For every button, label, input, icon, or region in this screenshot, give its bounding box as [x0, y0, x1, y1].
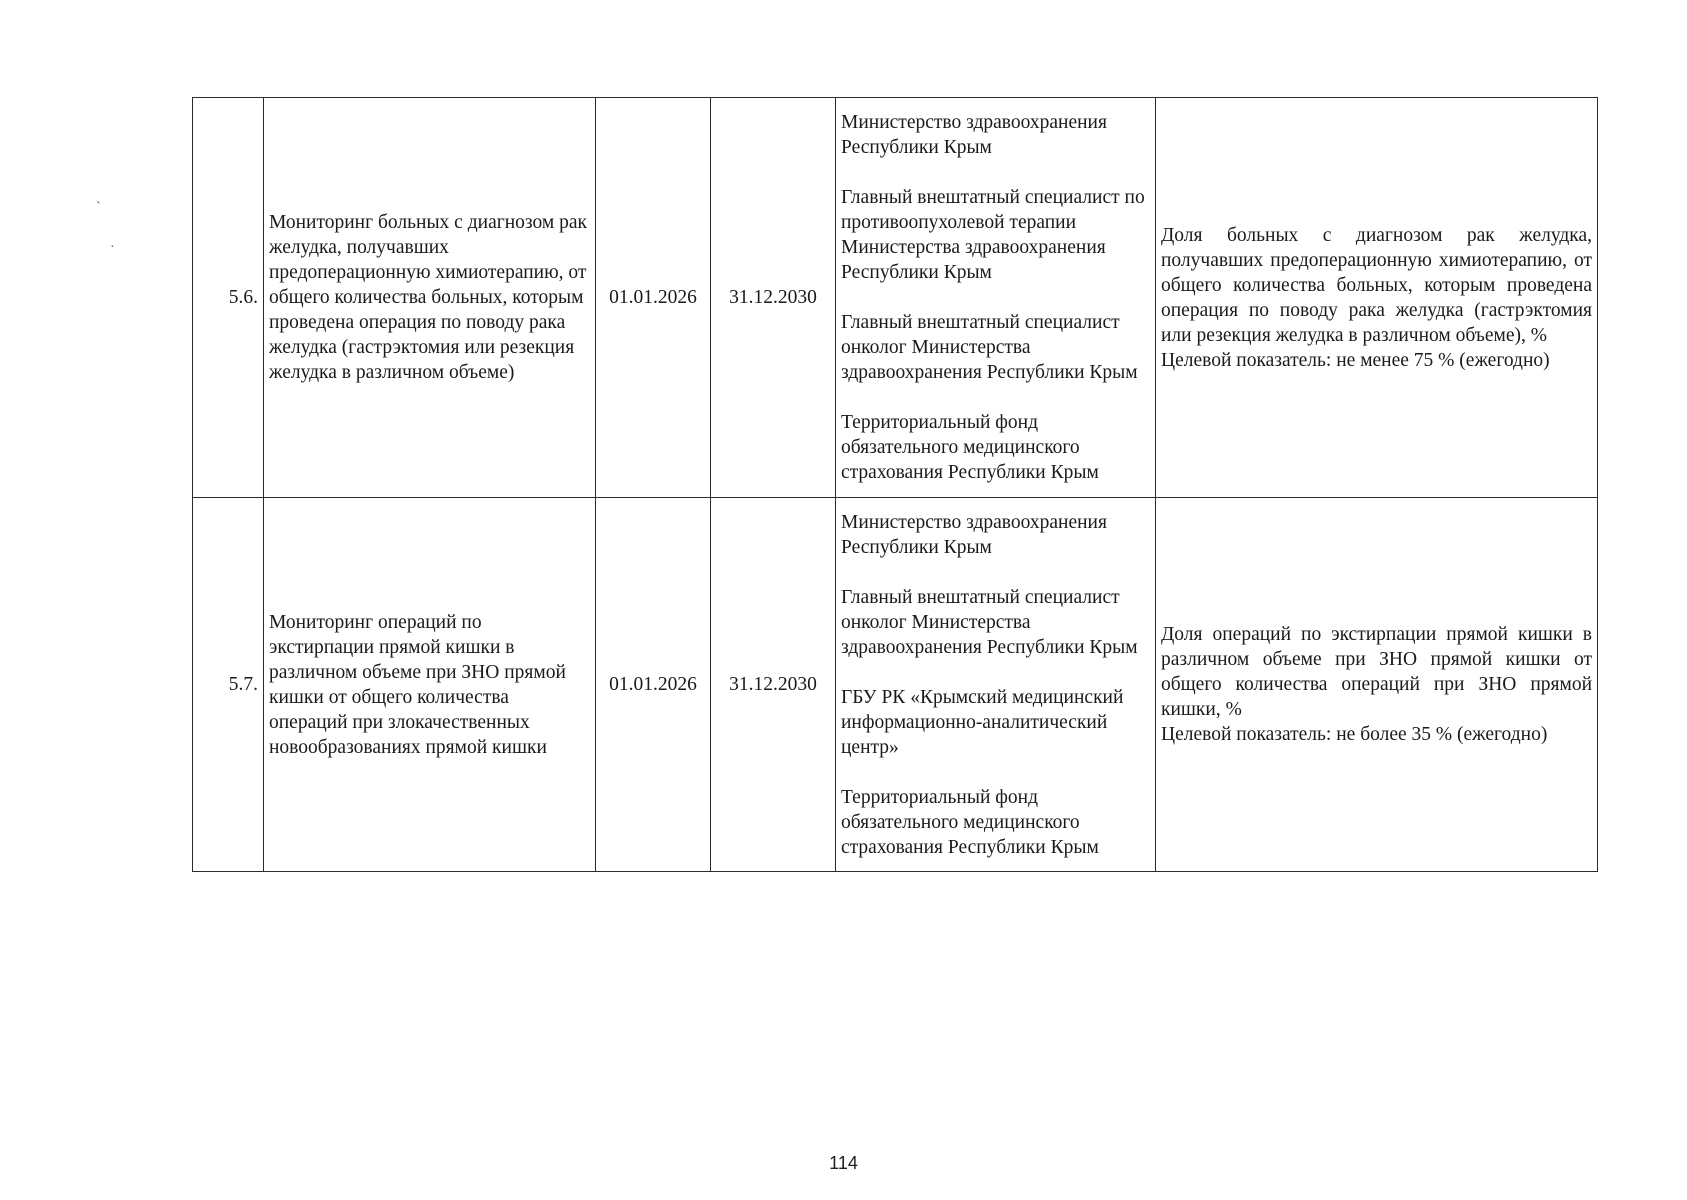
responsible-item: Главный внештатный специалист онколог Министерства здравоохранения Республики Крым [841, 312, 1138, 383]
scan-mark-2: · [110, 240, 115, 255]
row-number: 5.6. [193, 98, 264, 498]
activity-name: Мониторинг операций по экстирпации прямой кишки в различном объеме при ЗНО прямой кишки от общего количества операций при злокачественных новообразованиях прямой кишки [264, 498, 596, 872]
responsible-cell [836, 98, 1156, 498]
responsible-item: Министерство здравоохранения Республики Крым [841, 511, 1107, 558]
end-date: 31.12.2030 [711, 98, 836, 498]
indicator-text: Доля больных с диагнозом рак желудка, получавших предоперационную химиотерапию, от общего количества больных, которым проведена операция по поводу рака желудка (гастрэктомия или резекция желудка в различном объеме), % [1161, 224, 1592, 346]
responsible-item: Территориальный фонд обязательного медицинского страхования Республики Крым [841, 412, 1099, 483]
responsible-item: Главный внештатный специалист по противоопухолевой терапии Министерства здравоохранения Республики Крым [841, 187, 1145, 283]
table-row-5-7 [193, 498, 1598, 872]
table-row-5-6 [193, 98, 1598, 498]
end-date: 31.12.2030 [711, 498, 836, 872]
responsible-item: ГБУ РК «Крымский медицинский информационно-аналитический центр» [841, 686, 1124, 758]
target-value: Целевой показатель: не более 35 % (ежегодно) [1161, 724, 1548, 745]
responsible-item: Территориальный фонд обязательного медицинского страхования Республики Крым [841, 786, 1099, 858]
responsible-item: Министерство здравоохранения Республики Крым [841, 112, 1107, 158]
page-number: 114 [829, 1153, 858, 1173]
start-date: 01.01.2026 [596, 98, 711, 498]
scan-mark-1: ` [96, 200, 101, 215]
activities-table [192, 97, 1598, 872]
responsible-item: Главный внештатный специалист онколог Министерства здравоохранения Республики Крым [841, 586, 1138, 658]
indicator-cell [1156, 98, 1598, 498]
target-value: Целевой показатель: не менее 75 % (ежегодно) [1161, 349, 1550, 371]
activity-name: Мониторинг больных с диагнозом рак желудка, получавших предоперационную химиотерапию, от общего количества больных, которым проведена операция по поводу рака желудка (гастрэктомия или резекция желудка в различном объеме) [264, 98, 596, 498]
indicator-cell [1156, 498, 1598, 872]
indicator-text: Доля операций по экстирпации прямой кишки в различном объеме при ЗНО прямой кишки от общего количества операций при ЗНО прямой кишки, % [1161, 624, 1592, 720]
start-date: 01.01.2026 [596, 498, 711, 872]
responsible-cell [836, 498, 1156, 872]
row-number: 5.7. [193, 498, 264, 872]
